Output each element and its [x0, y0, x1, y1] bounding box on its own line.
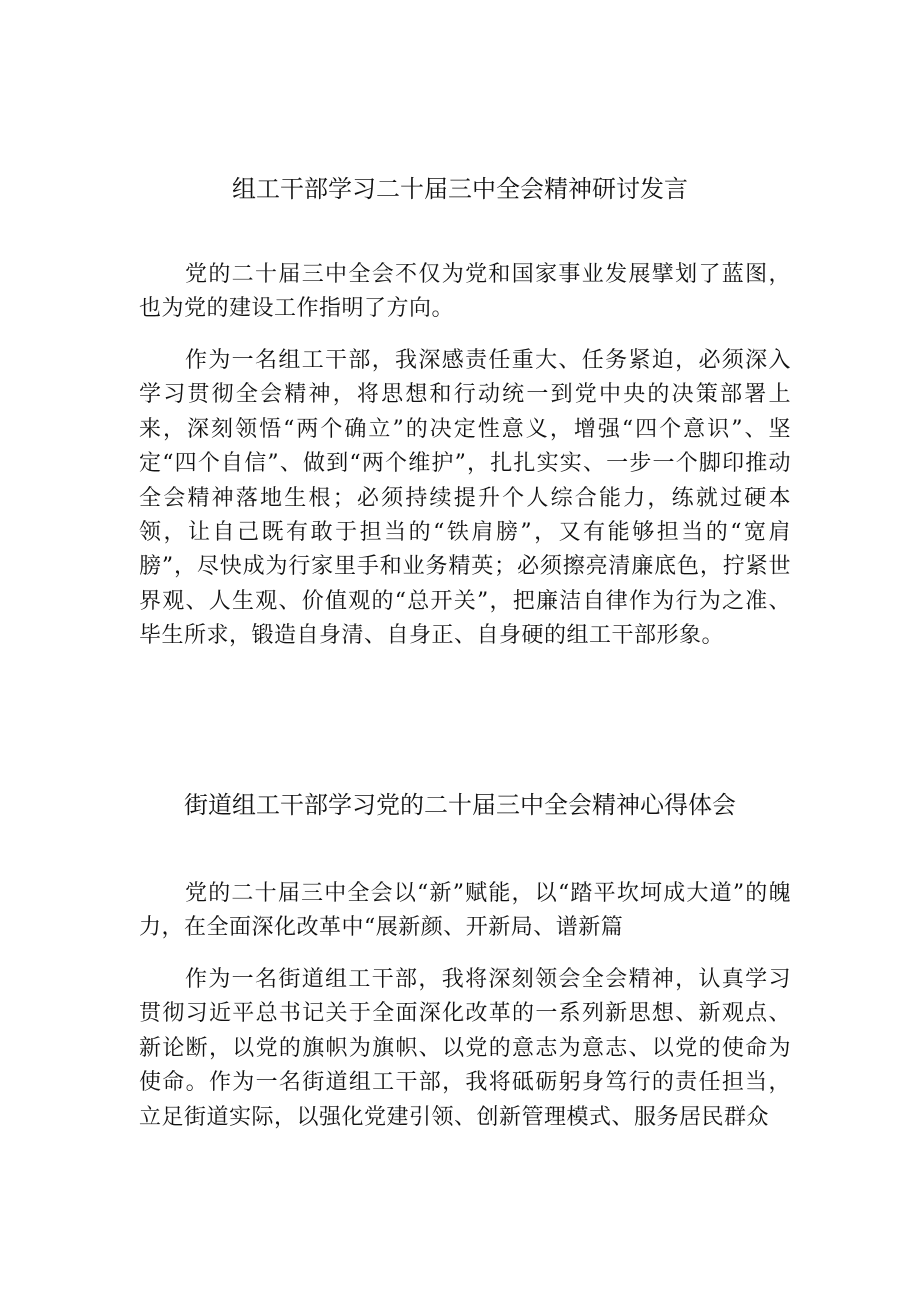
section-title-2: 街道组工干部学习党的二十届三中全会精神心得体会 — [184, 791, 736, 819]
section-title-1: 组工干部学习二十届三中全会精神研讨发言 — [232, 175, 688, 203]
section-2-paragraph-2: 作为一名街道组工干部，我将深刻领会全会精神，认真学习贯彻习近平总书记关于全面深化改革的一系列新思想、新观点、新论断，以党的旗帜为旗帜、以党的意志为意志、以党的使命为使命。作为一名街道组工干部，我将砥砺躬身笃行的责任担当，立足街道实际，以强化党建引领、创新管理模式、服务居民群众 — [139, 967, 791, 1130]
section-2-paragraph-1: 党的二十届三中全会以“新”赋能，以“踏平坎坷成大道”的魄力，在全面深化改革中“展新颜、开新局、谱新篇 — [139, 881, 791, 941]
section-1-paragraph-1: 党的二十届三中全会不仅为党和国家事业发展擘划了蓝图，也为党的建设工作指明了方向。 — [139, 262, 791, 322]
section-1-paragraph-2: 作为一名组工干部，我深感责任重大、任务紧迫，必须深入学习贯彻全会精神，将思想和行动统一到党中央的决策部署上来，深刻领悟“两个确立”的决定性意义，增强“四个意识”、坚定“四个自信”、做到“两个维护”，扎扎实实、一步一个脚印推动全会精神落地生根；必须持续提升个人综合能力，练就过硬本领，让自己既有敢于担当的“铁肩膀”，又有能够担当的“宽肩膀”，尽快成为行家里手和业务精英；必须擦亮清廉底色，拧紧世界观、人生观、价值观的“总开关”，把廉洁自律作为行为之准、毕生所求，锻造自身清、自身正、自身硬的组工干部形象。 — [139, 348, 791, 649]
